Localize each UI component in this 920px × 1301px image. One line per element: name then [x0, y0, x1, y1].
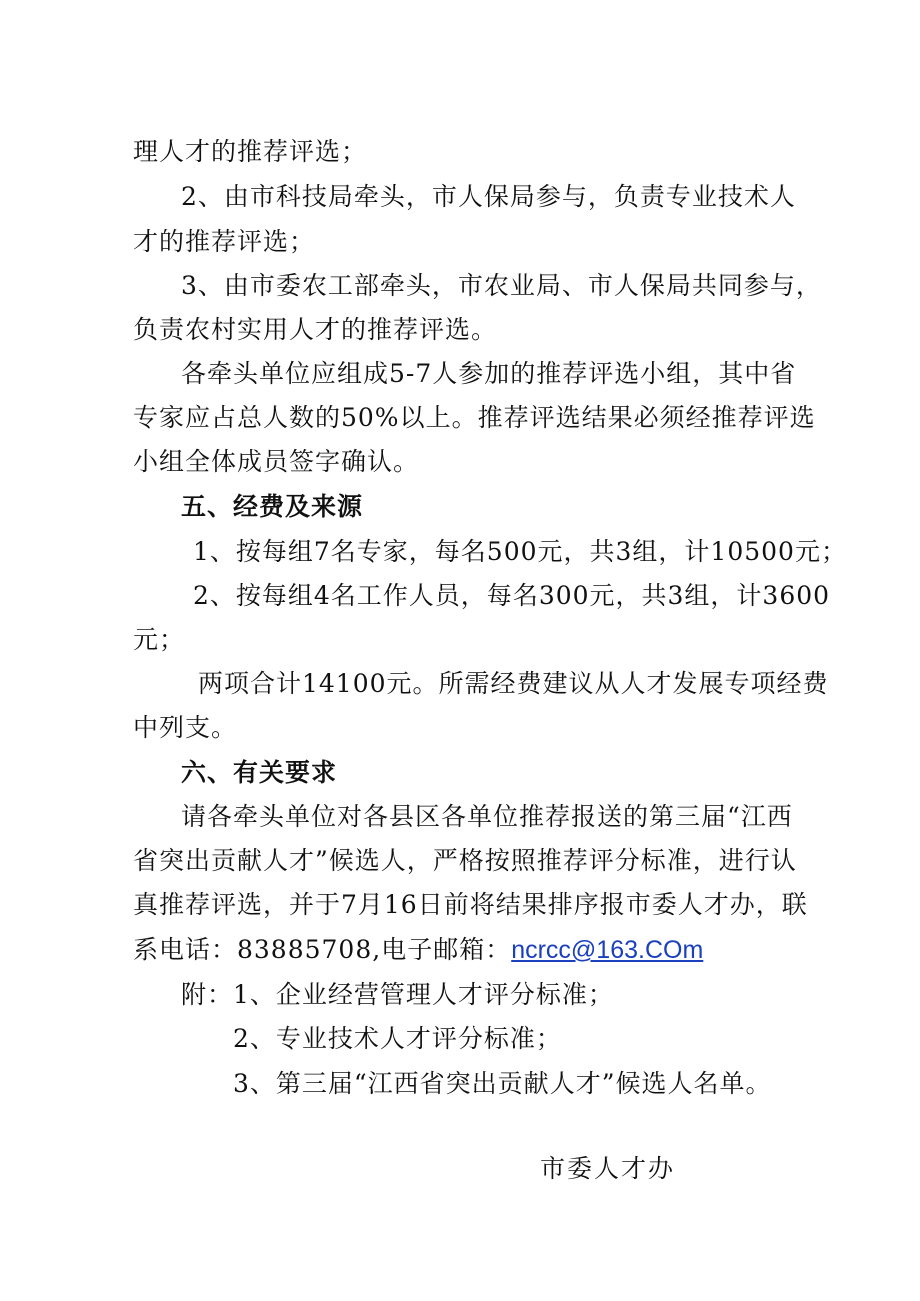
- body-line-8: 小组全体成员签字确认。: [133, 447, 420, 476]
- attachment-item-1: 1、企业经营管理人才评分标准；: [233, 980, 614, 1009]
- funding-item-1: 1、按每组7名专家，每名500元，共3组，计10500元；: [193, 537, 847, 566]
- email-link[interactable]: ncrcc@163.COm: [511, 936, 704, 964]
- body-line-6: 各牵头单位应组成5-7人参加的推荐评选小组，其中省: [181, 359, 797, 388]
- funding-summary-1: 两项合计14100元。所需经费建议从人才发展专项经费: [198, 669, 829, 698]
- requirements-line-2: 省突出贡献人才”候选人，严格按照推荐评分标准，进行认: [133, 846, 797, 875]
- funding-item-2: 2、按每组4名工作人员，每名300元，共3组，计3600: [193, 581, 831, 610]
- body-line-2: 2、由市科技局牵头，市人保局参与，负责专业技术人: [181, 182, 796, 211]
- body-line-4: 3、由市委农工部牵头，市农业局、市人保局共同参与，: [181, 271, 822, 300]
- requirements-line-1: 请各牵头单位对各县区各单位推荐报送的第三届“江西: [181, 802, 793, 831]
- section-heading-requirements: 六、有关要求: [181, 758, 338, 787]
- attachment-line-1: [0, 979, 920, 1011]
- requirements-line-3: 真推荐评选，并于7月16日前将结果排序报市委人才办，联: [133, 890, 808, 919]
- body-line-5: 负责农村实用人才的推荐评选。: [133, 315, 498, 344]
- contact-prefix: 系电话：83885708,电子邮箱：: [133, 935, 512, 964]
- body-line-3: 才的推荐评选；: [133, 227, 316, 256]
- contact-line: [0, 934, 920, 966]
- section-heading-funding: 五、经费及来源: [181, 492, 364, 521]
- funding-summary-2: 中列支。: [133, 713, 238, 742]
- funding-item-2-cont: 元；: [133, 625, 186, 654]
- attachment-label: 附：: [181, 980, 234, 1009]
- signature: 市委人才办: [540, 1154, 676, 1183]
- attachment-item-3: 3、第三届“江西省突出贡献人才”候选人名单。: [233, 1069, 772, 1098]
- body-line-7: 专家应占总人数的50%以上。推荐评选结果必须经推荐评选: [133, 403, 816, 432]
- body-line-1: 理人才的推荐评选；: [133, 137, 368, 166]
- attachment-item-2: 2、专业技术人才评分标准；: [233, 1024, 562, 1053]
